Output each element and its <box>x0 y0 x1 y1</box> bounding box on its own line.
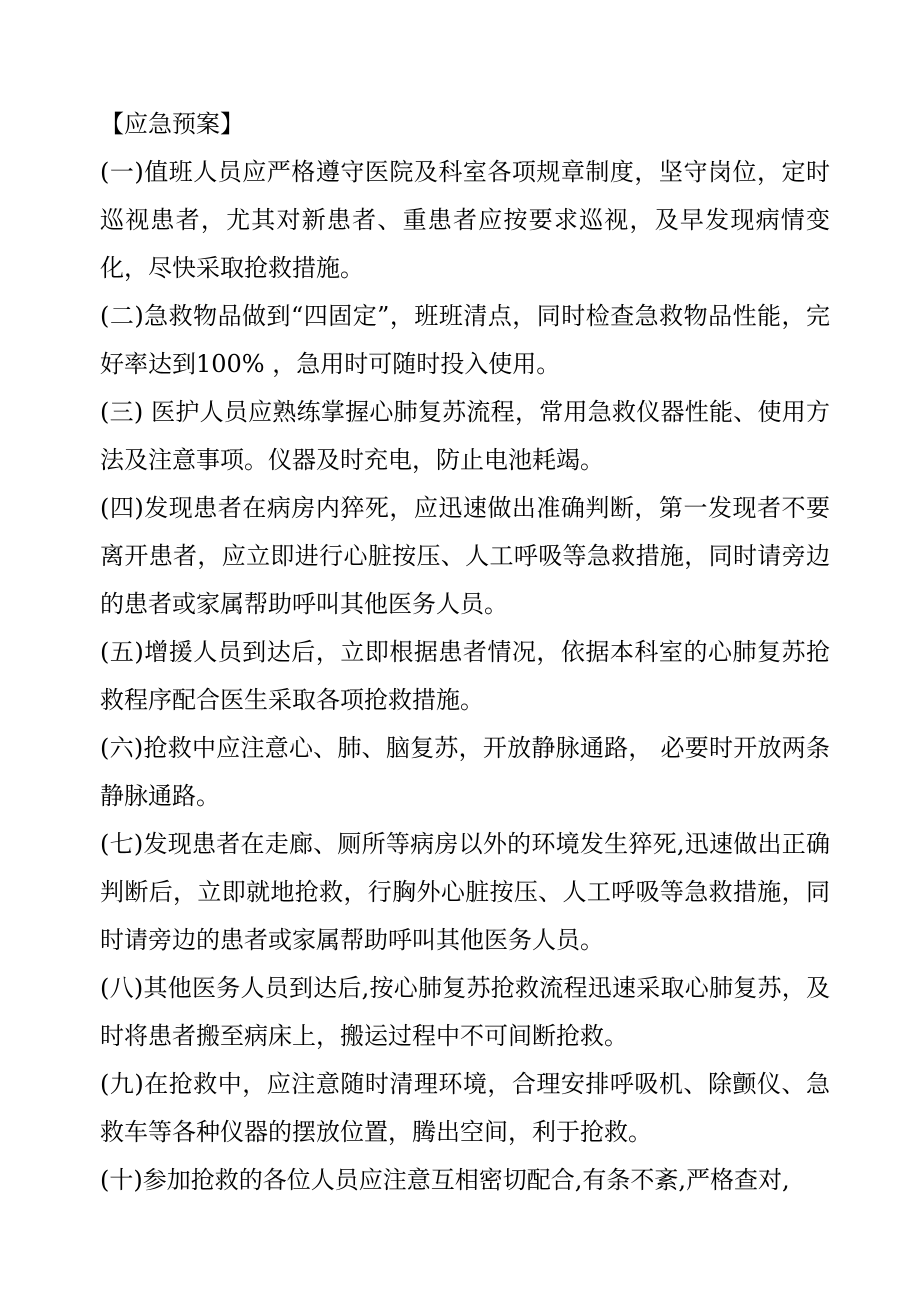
section-heading: 【应急预案】 <box>100 110 244 138</box>
paragraph-10: (十)参加抢救的各位人员应注意互相密切配合,有条不紊,严格查对, <box>100 1166 790 1194</box>
paragraph-4: (四)发现患者在病房内猝死，应迅速做出准确判断，第一发现者不要离开患者，应立即进行心脏按压、人工呼吸等急救措施，同时请旁边的患者或家属帮助呼叫其他医务人员。 <box>100 494 830 618</box>
document-body <box>100 100 830 1204</box>
paragraph-1: (一)值班人员应严格遵守医院及科室各项规章制度，坚守岗位，定时巡视患者，尤其对新患者、重患者应按要求巡视，及早发现病情变化，尽快采取抢救措施。 <box>100 158 830 282</box>
paragraph-5: (五)增援人员到达后，立即根据患者情况，依据本科室的心肺复苏抢救程序配合医生采取各项抢救措施。 <box>100 638 830 714</box>
paragraph-6: (六)抢救中应注意心、肺、脑复苏，开放静脉通路， 必要时开放两条静脉通路。 <box>100 734 830 810</box>
paragraph-8: (八)其他医务人员到达后,按心肺复苏抢救流程迅速采取心肺复苏，及时将患者搬至病床上，搬运过程中不可间断抢救。 <box>100 974 830 1050</box>
paragraph-3: (三) 医护人员应熟练掌握心肺复苏流程，常用急救仪器性能、使用方法及注意事项。仪器及时充电，防止电池耗竭。 <box>100 398 830 474</box>
paragraph-9: (九)在抢救中，应注意随时清理环境，合理安排呼吸机、除颤仪、急救车等各种仪器的摆放位置，腾出空间，利于抢救。 <box>100 1070 830 1146</box>
paragraph-2: (二)急救物品做到“四固定”，班班清点，同时检查急救物品性能，完好率达到100% ，急用时可随时投入使用。 <box>100 302 830 378</box>
paragraph-7: (七)发现患者在走廊、厕所等病房以外的环境发生猝死,迅速做出正确判断后，立即就地抢救，行胸外心脏按压、人工呼吸等急救措施，同时请旁边的患者或家属帮助呼叫其他医务人员。 <box>100 830 830 954</box>
